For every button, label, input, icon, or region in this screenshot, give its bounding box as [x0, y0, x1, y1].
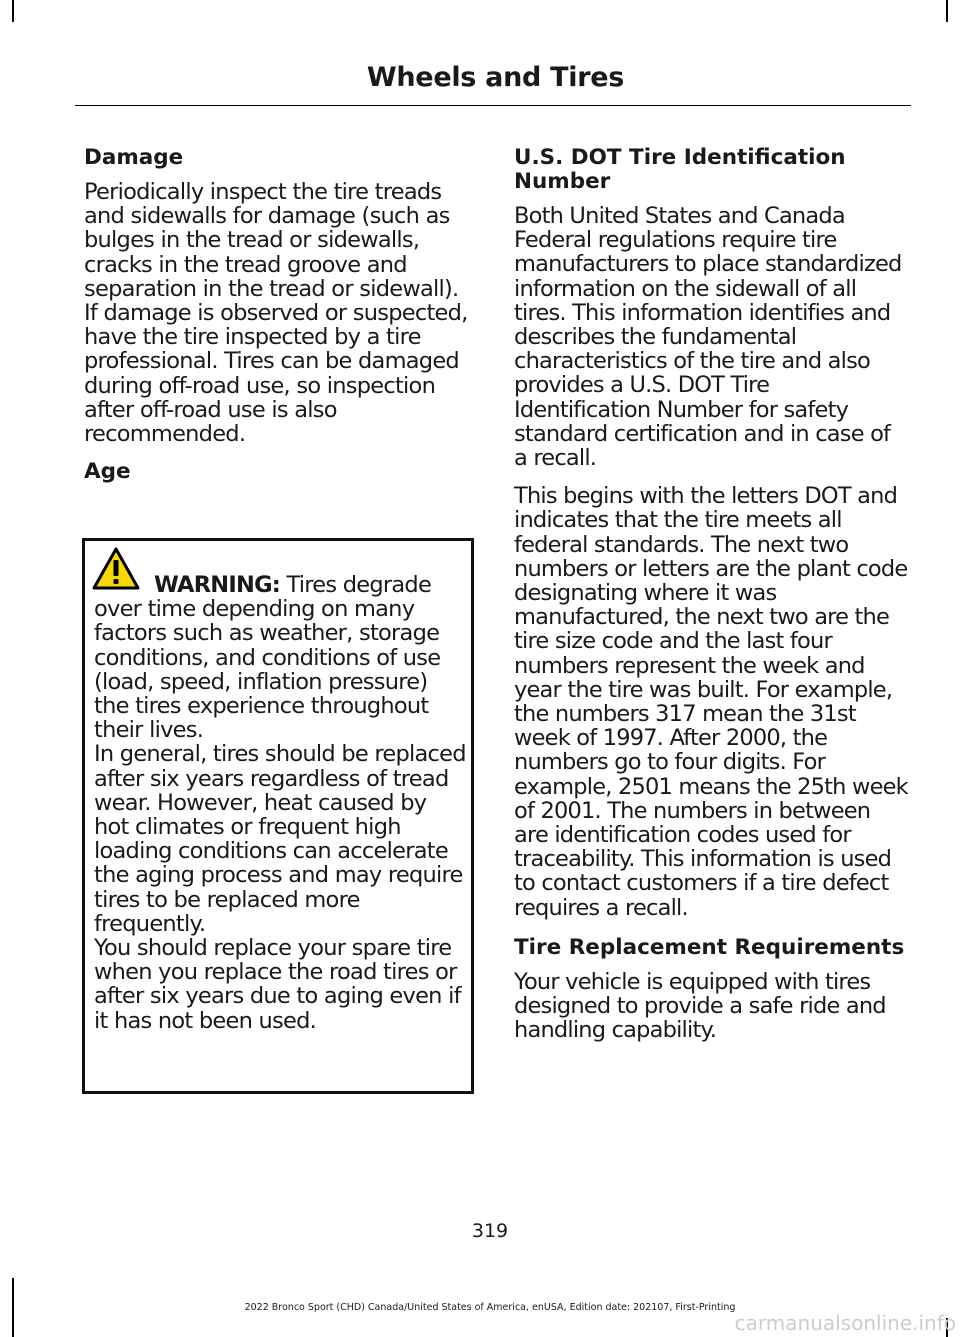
- watermark: carmanualsonline.info: [734, 1311, 956, 1335]
- age-heading: Age: [84, 459, 131, 485]
- crop-mark-top-left: [12, 0, 14, 22]
- warning-paragraph-1: [94, 573, 466, 742]
- right-column: [514, 146, 908, 1057]
- damage-heading: Damage: [84, 145, 184, 170]
- warning-text-1: Tires degrade over time depending on many factors such as weather, storage conditions, and conditions of use (load, speed, inflation pressure) the tires experience throughout their lives.: [94, 572, 441, 744]
- warning-label: WARNING:: [154, 572, 281, 598]
- replacement-paragraph: Your vehicle is equipped with tires designed to provide a safe ride and handling capability.: [514, 968, 886, 1044]
- dot-heading: U.S. DOT Tire Identification Number: [514, 145, 846, 194]
- page-section-title: Wheels and Tires: [366, 62, 624, 93]
- footer-edition-info: 2022 Bronco Sport (CHD) Canada/United States of America, enUSA, Edition date: 202107, First-Printing: [244, 1302, 736, 1313]
- header-divider: [75, 105, 911, 106]
- dot-paragraph-1: Both United States and Canada Federal regulations require tire manufacturers to place standardized information on the sidewall of all tires. This information identifies and describes the fundamental characteristics of the tire and also provides a U.S. DOT Tire Identification Number for safety standard certification and in case of a recall.: [514, 203, 902, 472]
- warning-paragraph-3: You should replace your spare tire when you replace the road tires or after six years due to aging even if it has not been used.: [94, 935, 461, 1034]
- warning-paragraph-2: In general, tires should be replaced after six years regardless of tread wear. However, heat caused by hot climates or frequent high loading conditions can accelerate the aging process and may require tires to be replaced more frequently.: [94, 741, 466, 937]
- dot-paragraph-2: This begins with the letters DOT and indicates that the tire meets all federal standards. The next two numbers or letters are the plant code designating where it was manufactured, the next two are the tire size code and the last four numbers represent the week and year the tire was built. For example, the numbers 317 mean the 31st week of 1997. After 2000, the numbers go to four digits. For example, 2501 means the 25th week of 2001. The numbers in between are identification codes used for traceability. This information is used to contact customers if a tire defect requires a recall.: [514, 483, 908, 921]
- damage-paragraph: Periodically inspect the tire treads and sidewalls for damage (such as bulges in the tread or sidewalls, cracks in the tread groove and separation in the tread or sidewall). If damage is observed or suspected, have the tire inspected by a tire professional. Tires can be damaged during off-road use, so inspection after off-road use is also recommended.: [84, 179, 468, 448]
- warning-text: [94, 573, 466, 1033]
- left-column: [84, 146, 476, 494]
- crop-mark-top-right: [946, 0, 948, 22]
- page-number: 319: [471, 1220, 509, 1242]
- replacement-heading: Tire Replacement Requirements: [514, 934, 905, 960]
- warning-box: [82, 538, 474, 1094]
